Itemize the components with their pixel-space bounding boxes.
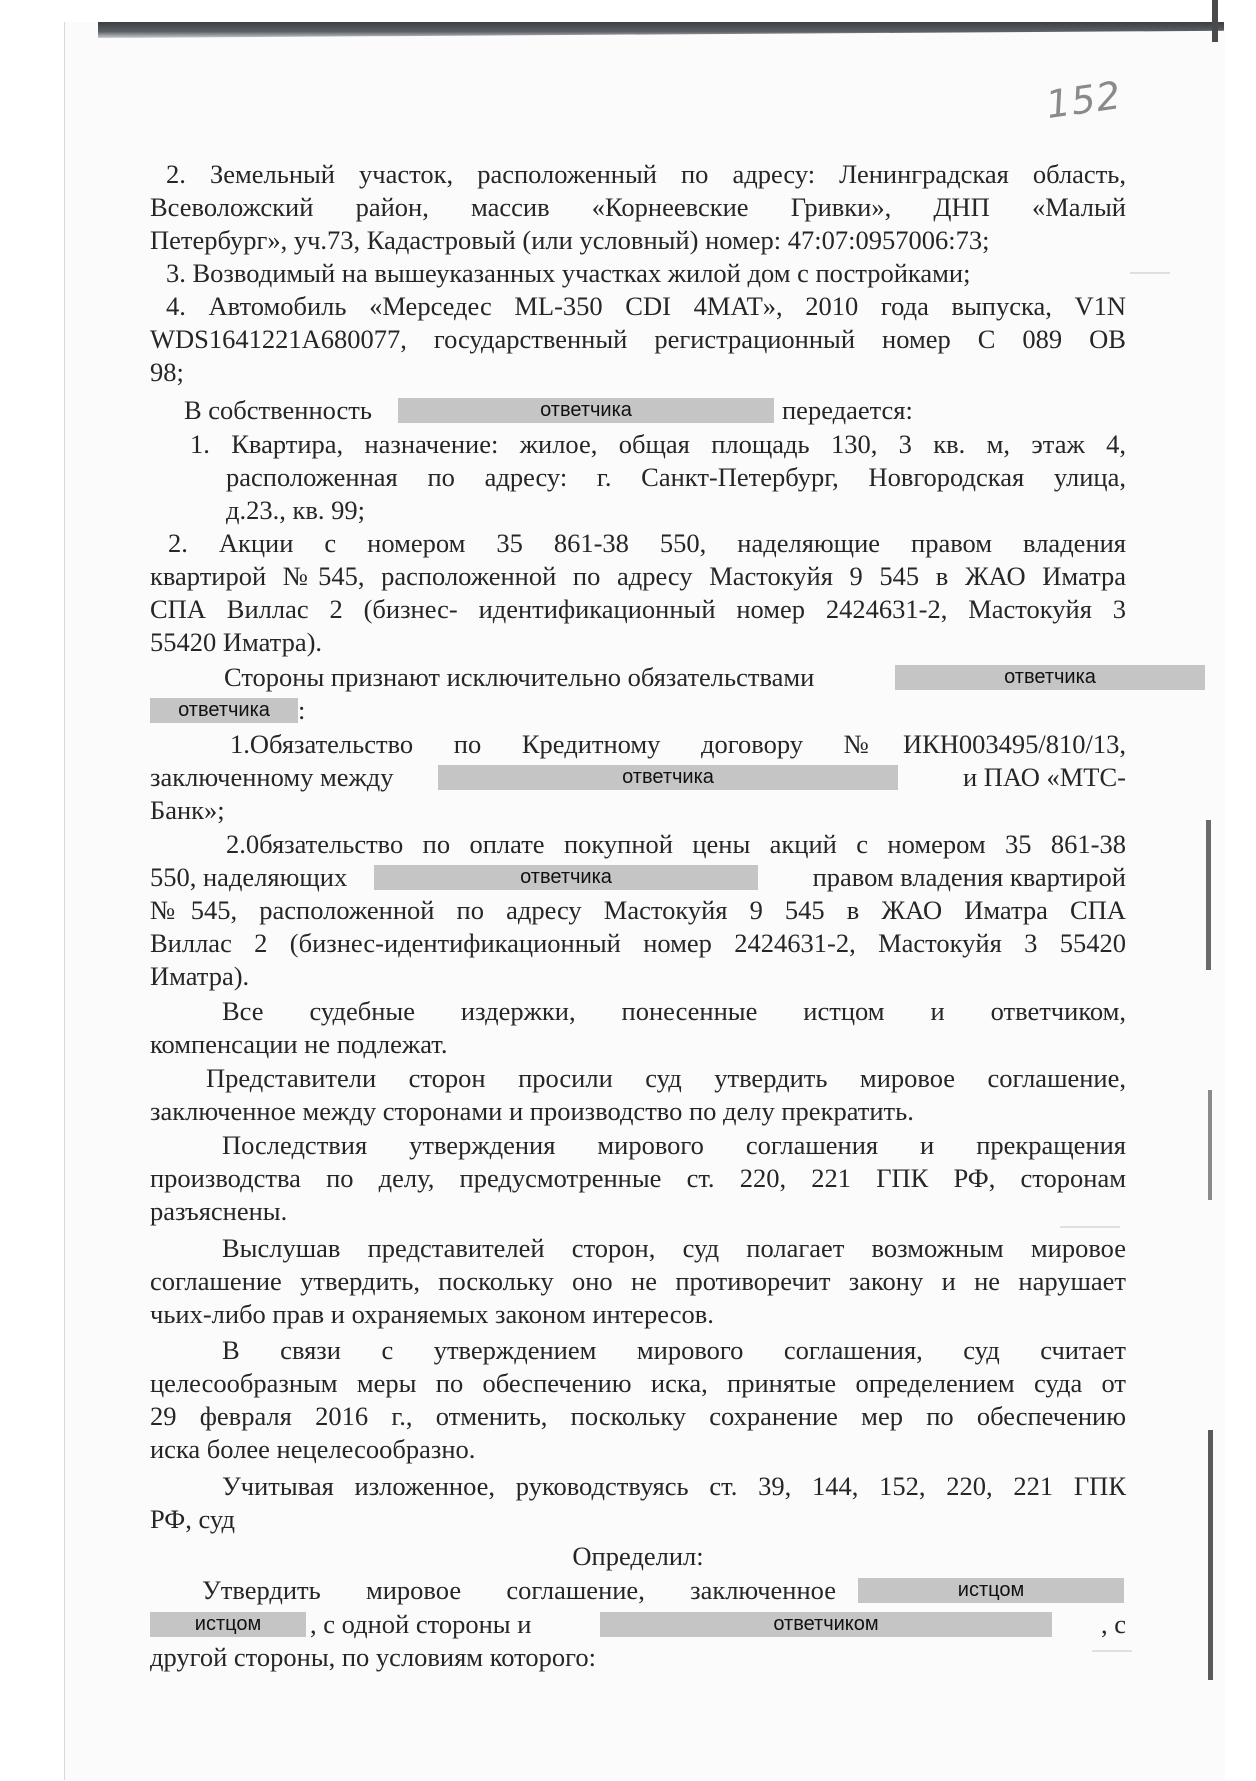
text-line: д.23., кв. 99; (226, 495, 365, 525)
text-line: Иматра). (150, 961, 250, 991)
redaction-box: ответчика (150, 698, 298, 723)
text-line: В собственность (184, 395, 372, 425)
text-line: В связи с утверждением мирового соглашения, суд считает (222, 1335, 1126, 1365)
scan-speck (1060, 1226, 1120, 1228)
scan-edge-mark (1208, 1090, 1212, 1200)
text-line: соглашение утвердить, поскольку оно не противоречит закону и не нарушает (150, 1266, 1126, 1296)
text-line: 1. Квартира, назначение: жилое, общая площадь 130, 3 кв. м, этаж 4, (190, 429, 1126, 459)
text-line: квартирой №545, расположенной по адресу Мастокуйя 9 545 в ЖАО Иматра (150, 561, 1126, 591)
text-line: Учитывая изложенное, руководствуясь ст. 39, 144, 152, 220, 221 ГПК (222, 1471, 1126, 1501)
text-line: и ПАО «МТС- (962, 762, 1126, 792)
text-line: 1.Обязательство по Кредитному договору №ИКН003495/810/13, (230, 729, 1126, 759)
text-line: РФ, суд (150, 1504, 235, 1534)
section-heading: Определил: (572, 1541, 704, 1571)
text-line: WDS1641221A680077, государственный регистрационный номер С 089 ОВ (150, 324, 1126, 354)
text-line: Представители сторон просили суд утвердить мировое соглашение, (206, 1063, 1126, 1093)
text-line: СПА Виллас 2 (бизнес- идентификационный номер 2424631-2, Мастокуйя 3 (150, 594, 1126, 624)
text-line: целесообразным меры по обеспечению иска, принятые определением суда от (150, 1368, 1126, 1398)
scan-speck (1092, 1650, 1132, 1652)
text-line: , с (1100, 1609, 1126, 1639)
text-line: 2. Акции с номером 35 861-38 550, наделяющие правом владения (168, 528, 1126, 558)
redaction-box: ответчиком (600, 1612, 1052, 1637)
redaction-box: ответчика (895, 665, 1205, 690)
text-line: Все судебные издержки, понесенные истцом и ответчиком, (222, 996, 1126, 1026)
text-line: заключенному между (150, 762, 394, 792)
handwritten-page-number: 152 (1043, 72, 1125, 128)
redaction-box: ответчика (398, 398, 774, 423)
scan-edge-mark (1212, 0, 1218, 42)
text-line: 2.0бязательство по оплате покупной цены акций с номером 35 861-38 (226, 829, 1126, 859)
text-line: 2. Земельный участок, расположенный по адресу: Ленинградская область, (166, 159, 1126, 189)
redaction-box: истцом (858, 1578, 1124, 1603)
text-line: иска более нецелесообразно. (150, 1434, 476, 1464)
text-line: Банк»; (150, 795, 225, 825)
text-line: другой стороны, по условиям которого: (150, 1642, 596, 1672)
text-line: компенсации не подлежат. (150, 1029, 448, 1059)
scan-speck (1130, 272, 1170, 274)
text-line: : (298, 695, 306, 725)
scan-edge-mark (1206, 820, 1211, 970)
text-line: Петербург», уч.73, Кадастровый (или условный) номер: 47:07:0957006:73; (150, 225, 990, 255)
text-line: Виллас 2 (бизнес-идентификационный номер 2424631-2, Мастокуйя 3 55420 (150, 928, 1126, 958)
text-line: 550, наделяющих (150, 862, 348, 892)
text-line: Утвердить мировое соглашение, заключенное (202, 1575, 836, 1605)
redaction-box: ответчика (374, 865, 758, 890)
text-line: 3. Возводимый на вышеуказанных участках жилой дом с постройками; (166, 258, 971, 288)
text-line: 4. Автомобиль «Мерседес ML-350 CDI 4MAT», 2010 года выпуска, V1N (166, 291, 1126, 321)
text-line: разъяснены. (150, 1196, 288, 1226)
text-line: , с одной стороны и (310, 1609, 532, 1639)
text-line: передается: (782, 395, 913, 425)
text-line: Всеволожский район, массив «Корнеевские Гривки», ДНП «Малый (150, 192, 1126, 222)
scan-edge-mark (1208, 1430, 1213, 1680)
text-line: Выслушав представителей сторон, суд полагает возможным мировое (222, 1233, 1126, 1263)
text-line: производства по делу, предусмотренные ст. 220, 221 ГПК РФ, сторонам (150, 1163, 1126, 1193)
text-line: расположенная по адресу: г. Санкт-Петербург, Новгородская улица, (226, 462, 1126, 492)
text-line: Стороны признают исключительно обязательствами (224, 662, 815, 692)
text-line: 98; (150, 357, 184, 387)
text-line: заключенное между сторонами и производство по делу прекратить. (150, 1096, 914, 1126)
text-line: чьих-либо прав и охраняемых законом интересов. (150, 1299, 714, 1329)
text-line: правом владения квартирой (812, 862, 1126, 892)
text-line: Последствия утверждения мирового соглашения и прекращения (222, 1130, 1126, 1160)
text-line: №545, расположенной по адресу Мастокуйя 9 545 в ЖАО Иматра СПА (150, 895, 1126, 925)
text-line: 29 февраля 2016 г., отменить, поскольку сохранение мер по обеспечению (150, 1401, 1126, 1431)
text-line: 55420 Иматра). (150, 627, 323, 657)
redaction-box: истцом (150, 1612, 306, 1637)
redaction-box: ответчика (438, 765, 898, 790)
